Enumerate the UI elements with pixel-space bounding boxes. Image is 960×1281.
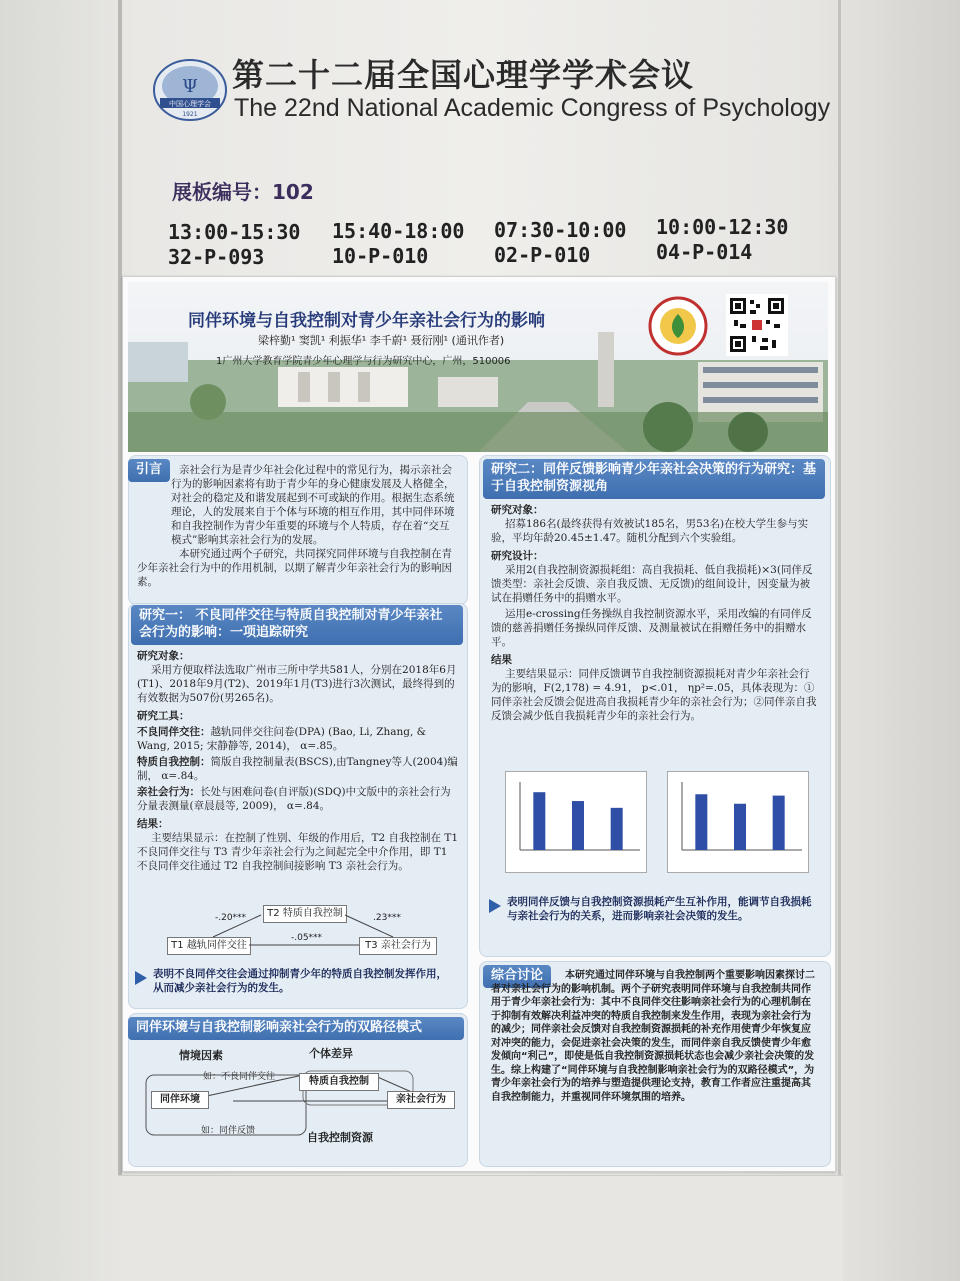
slot-time-3: 07:30-10:00 — [494, 218, 627, 242]
study1-subject-heading: 研究对象： — [137, 650, 190, 662]
study1-heading: 研究一： 不良同伴交往与特质自我控制对青少年亲社会行为的影响：一项追踪研究 — [131, 605, 463, 645]
chart-high-depletion-plot — [668, 772, 808, 872]
logo-year: 1921 — [182, 111, 198, 118]
dualpath-example-1: 如：不良同伴交往 — [203, 1072, 276, 1082]
chart-bar — [734, 804, 746, 850]
intro-heading: 引言 — [128, 459, 170, 482]
model-path-a: -.20*** — [215, 913, 247, 923]
study1-tool1-text: 越轨同伴交往问卷(DPA) (Bao, Li, Zhang, & Wang, 2015; 宋静静等, 2014)， α=.85。 — [137, 726, 427, 752]
poster — [122, 276, 836, 1172]
chart-bar — [533, 792, 545, 850]
board-bottom — [118, 1175, 843, 1281]
dualpath-example-2: 如：同伴反馈 — [201, 1126, 256, 1136]
chart-high-depletion — [667, 771, 809, 873]
poster-banner — [128, 282, 828, 452]
study2-body — [491, 503, 819, 723]
conclusion-arrow-icon — [489, 899, 501, 913]
study1-subject-text: 采用方便取样法选取广州市三所中学共581人，分别在2018年6月(T1)、2018年9月(T2)、2019年1月(T3)进行3次测试，最终得到的有效数据为507份(男265名)。 — [137, 664, 457, 704]
dualpath-resource: 自我控制资源 — [307, 1131, 373, 1144]
poster-title: 同伴环境与自我控制对青少年亲社会行为的影响 — [188, 311, 545, 331]
study1-tool1-heading: 不良同伴交往： — [137, 726, 211, 738]
study1-conclusion: 表明不良同伴交往会通过抑制青少年的特质自我控制发挥作用，从而减少亲社会行为的发生。 — [153, 968, 447, 994]
conclusion-arrow-icon — [135, 971, 147, 985]
study1-result-heading: 结果： — [137, 818, 169, 830]
study1-body — [137, 649, 459, 873]
board-edge-right — [838, 0, 841, 1280]
discussion-heading: 综合讨论 — [483, 965, 551, 988]
congress-logo — [152, 58, 228, 122]
svg-text:Ψ: Ψ — [182, 76, 198, 97]
model-mediator-box: T2 特质自我控制 — [263, 905, 347, 923]
slot-time-2: 15:40-18:00 — [332, 219, 465, 243]
study2-subject-text: 招募186名(最终获得有效被试185名，男53名)在校大学生参与实验，平均年龄20.45±1.47。随机分配到六个实验组。 — [491, 518, 809, 544]
congress-title-en: The 22nd National Academic Congress of Psychology — [234, 94, 831, 122]
study1-tools-heading: 研究工具： — [137, 710, 190, 722]
slot-code-3: 02-P-010 — [494, 243, 591, 267]
slot-time-1: 13:00-15:30 — [168, 220, 301, 244]
slot-code-1: 32-P-093 — [168, 245, 265, 269]
study2-conclusion: 表明同伴反馈与自我控制资源损耗产生互补作用，能调节自我损耗与亲社会行为的关系，进而影响亲社会决策的发生。 — [507, 896, 812, 922]
slot-code-4: 04-P-014 — [656, 240, 753, 264]
study2-design-text-2: 运用e-crossing任务操纵自我控制资源水平，采用改编的有同伴反馈的慈善捐赠任务操纵同伴反馈、及测量被试在捐赠任务中的捐赠水平。 — [491, 608, 812, 648]
discussion-text: 本研究通过同伴环境与自我控制两个重要影响因素探讨二者对亲社会行为的影响机制。两个子研究表明同伴环境与自我控制共同作用于青少年亲社会行为：其中不良同伴交往影响亲社会行为的心理机制在于抑制有效解决利益冲突的特质自我控制来发生作用，表现为亲社会行为的减少；同伴亲社会反馈对自我控制资源损耗的补充作用使青少年恢复应对冲突的能力，会促进亲社会决策的发生，而同伴亲自我反馈使青少年愈发倾向“利己”，即使是低自我控制资源损耗状态也会减少亲社会决策的发生。综上构建了“同伴环境与自我控制影响亲社会行为的双路径模式”，为青少年亲社会行为的培养与塑造提供理论支持，教育工作者应注重提高其自我控制能力，并重视同伴环境氛围的培养。 — [491, 970, 815, 1103]
congress-title-cn: 第二十二届全国心理学学术会议 — [232, 56, 695, 94]
chart-bar — [572, 801, 584, 850]
university-seal-icon — [648, 296, 708, 356]
model-predictor-box: T1 越轨同伴交往 — [167, 937, 251, 955]
study2-design-heading: 研究设计： — [491, 550, 544, 562]
chart-low-depletion-plot — [506, 772, 646, 872]
model-path-c: -.05*** — [291, 933, 323, 943]
dualpath-heading: 同伴环境与自我控制影响亲社会行为的双路径模式 — [128, 1017, 464, 1040]
slot-code-2: 10-P-010 — [332, 244, 429, 268]
study1-tool2-text: 简版自我控制量表(BSCS),由Tangney等人(2004)编制， α=.84。 — [137, 756, 458, 782]
chart-bar — [611, 808, 623, 850]
study2-result-text: 主要结果显示：同伴反馈调节自我控制资源损耗对青少年亲社会行为的影响，F(2,178) = 4.91， p<.01， ηp²=.05，具体表现为：①同伴亲社会反馈会促进高自我损耗青少年的亲社会行为；②同伴亲自我反馈会减少低自我损耗青少年的亲社会行为。 — [491, 668, 817, 722]
dualpath-peer-box: 同伴环境 — [151, 1091, 209, 1109]
chart-bar — [773, 796, 785, 850]
chart-low-depletion — [505, 771, 647, 873]
model-path-b: .23*** — [373, 913, 401, 923]
intro-paragraph-2: 本研究通过两个子研究，共同探究同伴环境与自我控制在青少年亲社会行为中的作用机制，以期了解青少年亲社会行为的影响因素。 — [137, 548, 452, 588]
dualpath-situational: 情境因素 — [179, 1049, 223, 1062]
dualpath-prosocial-box: 亲社会行为 — [387, 1091, 455, 1109]
model-outcome-box: T3 亲社会行为 — [359, 937, 437, 955]
dualpath-individual: 个体差异 — [309, 1047, 353, 1060]
study1-result-text: 主要结果显示：在控制了性别、年级的作用后，T2 自我控制在 T1 不良同伴交往与 T3 青少年亲社会行为之间起完全中介作用，即 T1 不良同伴交往通过 T2 自我控制间接影响 T3 亲社会行为。 — [137, 832, 459, 872]
study1-tool3-heading: 亲社会行为： — [137, 786, 200, 798]
study2-result-heading: 结果 — [491, 654, 512, 666]
study1-tool3-text: 长处与困难问卷(自评版)(SDQ)中文版中的亲社会行为分量表测量(章晨晨等, 2009)， α=.84。 — [137, 786, 451, 812]
qr-code-icon — [726, 294, 788, 356]
chart-bar — [695, 794, 707, 850]
board-number: 展板编号：102 — [172, 180, 314, 204]
logo-text: 中国心理学会 — [169, 100, 211, 108]
study2-subject-heading: 研究对象： — [491, 504, 544, 516]
study2-design-text: 采用2(自我控制资源损耗组：高自我损耗、低自我损耗)×3(同伴反馈类型：亲社会反馈、亲自我反馈、无反馈)的组间设计，因变量为被试在捐赠任务中的捐赠水平。 — [491, 564, 813, 604]
intro-paragraph-1: 亲社会行为是青少年社会化过程中的常见行为，揭示亲社会行为的影响因素将有助于青少年的身心健康发展及人格健全，对社会的稳定及和谐发展起到不可或缺的作用。根据生态系统理论，人的发展来自于个体与环境的相互作用，其中同伴环境和自我控制作为青少年重要的环境与个人特质，存在着“交互模式”影响其亲社会行为的发展。 — [171, 464, 455, 546]
dualpath-trait-box: 特质自我控制 — [299, 1073, 379, 1091]
study2-heading: 研究二：同伴反馈影响青少年亲社会决策的行为研究：基于自我控制资源视角 — [483, 459, 825, 499]
poster-authors: 梁梓勤¹ 窦凯¹ 利振华¹ 李千蔚¹ 聂衍刚¹ (通讯作者) — [258, 334, 505, 347]
slot-time-4: 10:00-12:30 — [656, 215, 789, 239]
study1-tool2-heading: 特质自我控制： — [137, 756, 211, 768]
poster-affiliation: 1广州大学教育学院青少年心理学与行为研究中心，广州，510006 — [216, 356, 511, 367]
